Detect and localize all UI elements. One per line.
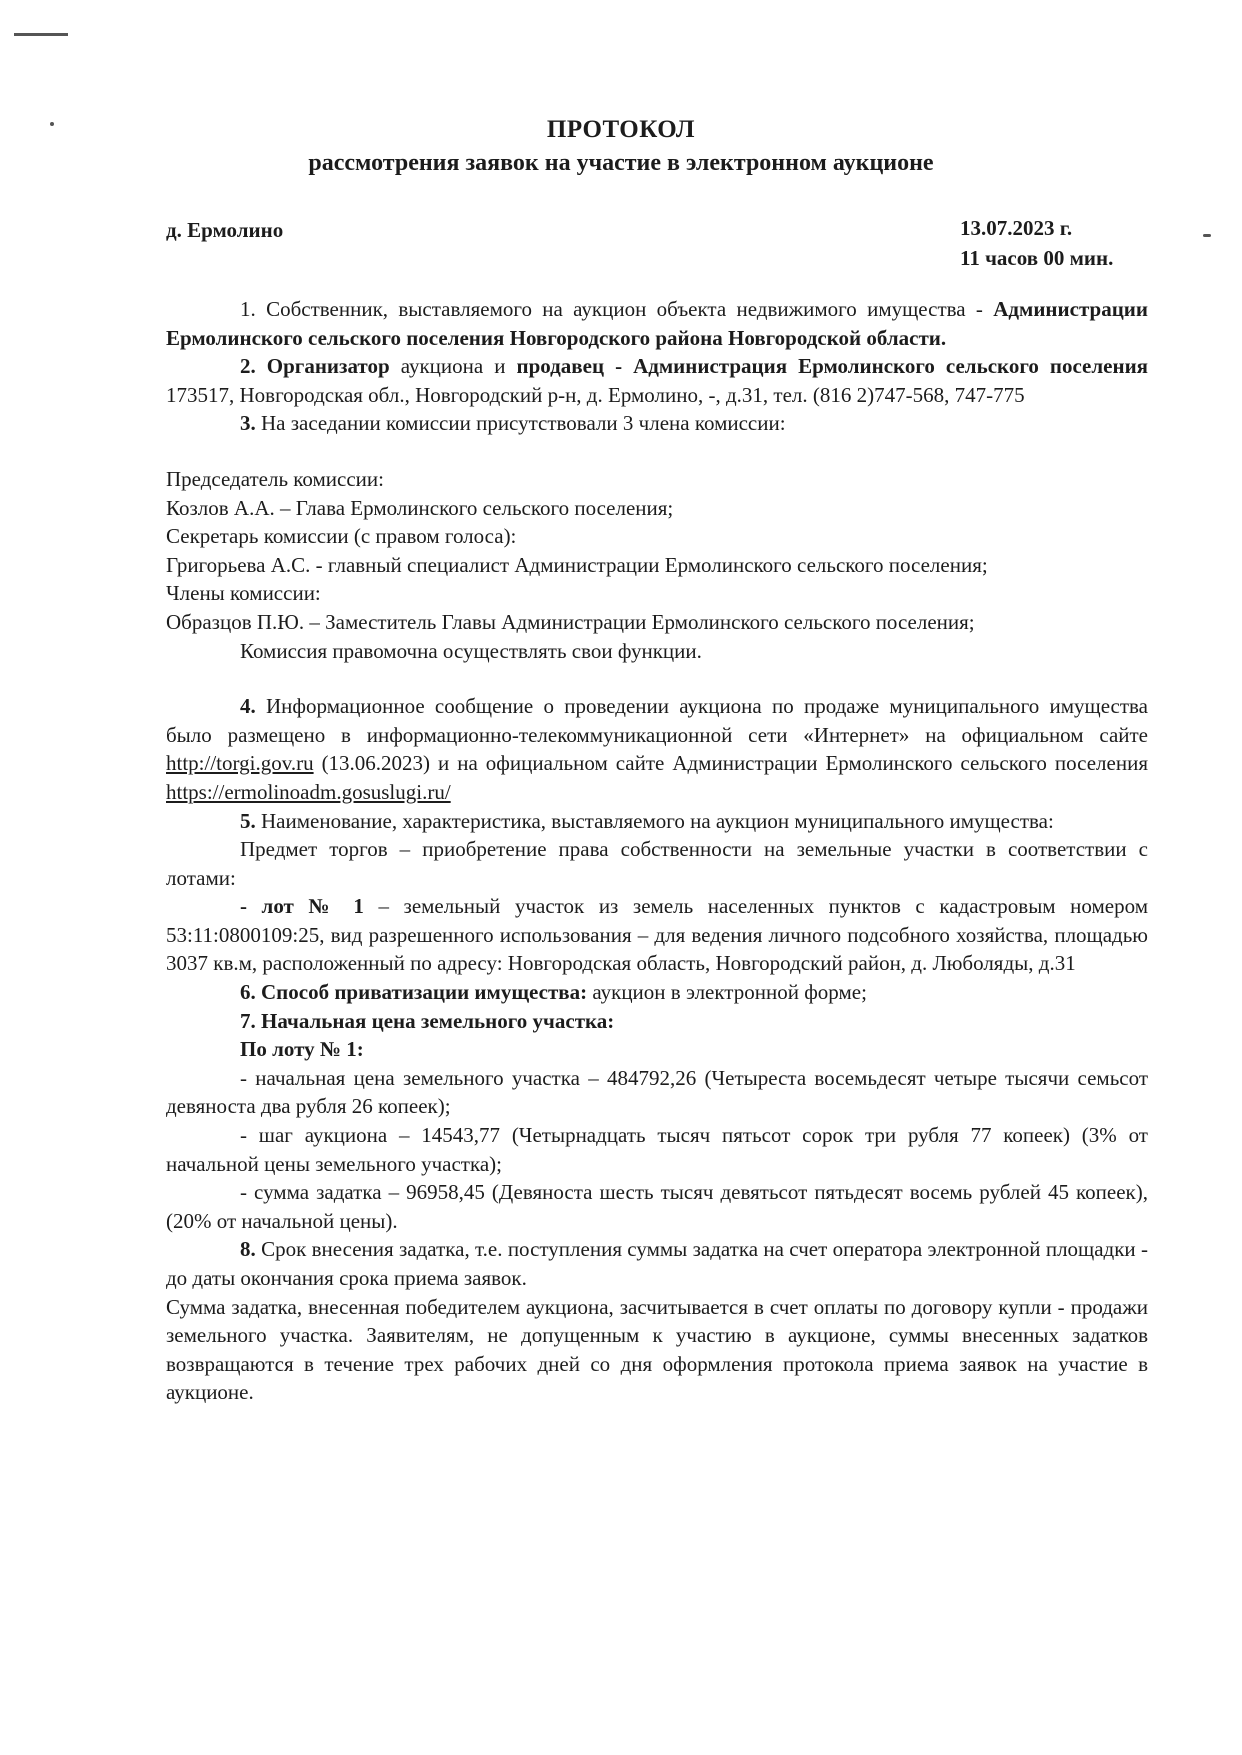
chair-name: Козлов А.А. – Глава Ермолинского сельского поселения; (166, 495, 674, 520)
section-number: 4. (240, 694, 256, 719)
section-text: (13.06.2023) и на официальном сайте Администрации Ермолинского сельского поселения (321, 751, 1148, 776)
section-text: аукцион в электронной форме; (592, 980, 867, 1005)
section-8 (166, 1235, 1148, 1292)
scan-speck (1203, 234, 1211, 237)
time: 11 часов 00 мин. (960, 246, 1114, 270)
section-number: 2. (240, 354, 256, 379)
date-time (960, 213, 1113, 273)
section-7 (166, 1007, 1148, 1036)
secretary-name: Григорьева А.С. - главный специалист Администрации Ермолинского сельского поселения; (166, 552, 988, 577)
section-text: Срок внесения задатка, т.е. поступления суммы задатка на счет оператора электронной площадки - до даты окончания срока приема заявок. (166, 1237, 1149, 1290)
section-number: 1. (240, 297, 256, 321)
start-price: - начальная цена земельного участка – 484792,26 (Четыреста восемьдесят четыре тысячи семьсот девяноста два рубля 26 копеек); (166, 1065, 1148, 1119)
secretary-label: Секретарь комиссии (с правом голоса): (166, 524, 517, 549)
section-3 (166, 409, 1148, 438)
ermolino-link[interactable]: https://ermolinoadm.gosuslugi.ru/ (166, 779, 451, 804)
auction-step: - шаг аукциона – 14543,77 (Четырнадцать тысяч пятьсот сорок три рубля 77 копеек) (3% от начальной цены земельного участка); (166, 1123, 1148, 1176)
lot-label: - лот № 1 (240, 894, 364, 919)
chair-label: Председатель комиссии: (166, 466, 384, 491)
section-number: 3. (240, 411, 256, 436)
document-body (166, 295, 1148, 1407)
section-text: Информационное сообщение о проведении аукциона по продаже муниципального имущества было размещено в информационно-телекоммуникационной сети «Интернет» на официальном сайте (166, 694, 1149, 747)
torgi-link[interactable]: http://torgi.gov.ru (166, 751, 314, 776)
document-title: ПРОТОКОЛ (546, 116, 696, 143)
section-4 (166, 692, 1148, 806)
section-number: 6. (240, 980, 256, 1005)
lot-heading-text: По лоту № 1: (240, 1037, 364, 1062)
date: 13.07.2023 г. (960, 216, 1073, 240)
deposit-terms: Сумма задатка, внесенная победителем аукциона, засчитывается в счет оплаты по договору купли - продажи земельного участка. Заявителям, не допущенным к участию в аукционе, суммы внесенных задатков возвращаются в течение трех рабочих дней со дня оформления протокола приема заявок на участие в аукционе. (166, 1294, 1148, 1405)
lot-1-description (166, 892, 1148, 978)
seller-name: продавец - Администрация Ермолинского сельского поселения (516, 354, 1149, 379)
owner-name: Администрации Ермолинского сельского поселения Новгородского района Новгородской области. (166, 297, 1148, 350)
quorum-note: Комиссия правомочна осуществлять свои функции. (240, 638, 702, 663)
section-6 (166, 978, 1148, 1007)
document-subtitle: рассмотрения заявок на участие в электронном аукционе (308, 150, 934, 176)
section-text: На заседании комиссии присутствовали 3 члена комиссии: (261, 411, 786, 436)
section-number: 5. (240, 808, 256, 833)
section-5 (166, 807, 1148, 836)
section-number: 7. (240, 1008, 256, 1033)
organizer-label: Организатор (266, 354, 390, 379)
section-2 (166, 352, 1148, 409)
place: д. Ермолино (166, 218, 284, 242)
auction-subject: Предмет торгов – приобретение права собственности на земельные участки в соответствии с лотами: (166, 837, 1148, 890)
lot-text: – земельный участок из земель населенных пунктов с кадастровым номером 53:11:0800109:25, вид разрешенного использования – для ведения личного подсобного хозяйства, площадью 3037 кв.м, расположенный по адресу: Новгородская область, Новгородский район, д. Люболяды, д.31 (166, 894, 1148, 976)
member-name: Образцов П.Ю. – Заместитель Главы Администрации Ермолинского сельского поселения; (166, 609, 975, 634)
lot-heading (166, 1035, 1148, 1064)
deposit-amount: - сумма задатка – 96958,45 (Девяноста шесть тысяч девятьсот пятьдесят восемь рублей 45 копеек), (20% от начальной цены). (166, 1180, 1148, 1233)
section-heading: Начальная цена земельного участка: (261, 1008, 615, 1033)
section-text: Наименование, характеристика, выставляемого на аукцион муниципального имущества: (261, 808, 1054, 833)
section-number: 8. (240, 1237, 256, 1262)
section-text: аукциона и (400, 354, 506, 379)
section-text: Собственник, выставляемого на аукцион объекта недвижимого имущества - (266, 297, 983, 321)
section-heading: Способ приватизации имущества: (261, 980, 588, 1005)
scan-mark-line (14, 33, 68, 36)
section-1 (166, 295, 1148, 352)
seller-address: 173517, Новгородская обл., Новгородский р-н, д. Ермолино, -, д.31, тел. (816 2)747-568, 747-775 (166, 382, 1025, 407)
members-label: Члены комиссии: (166, 581, 321, 606)
